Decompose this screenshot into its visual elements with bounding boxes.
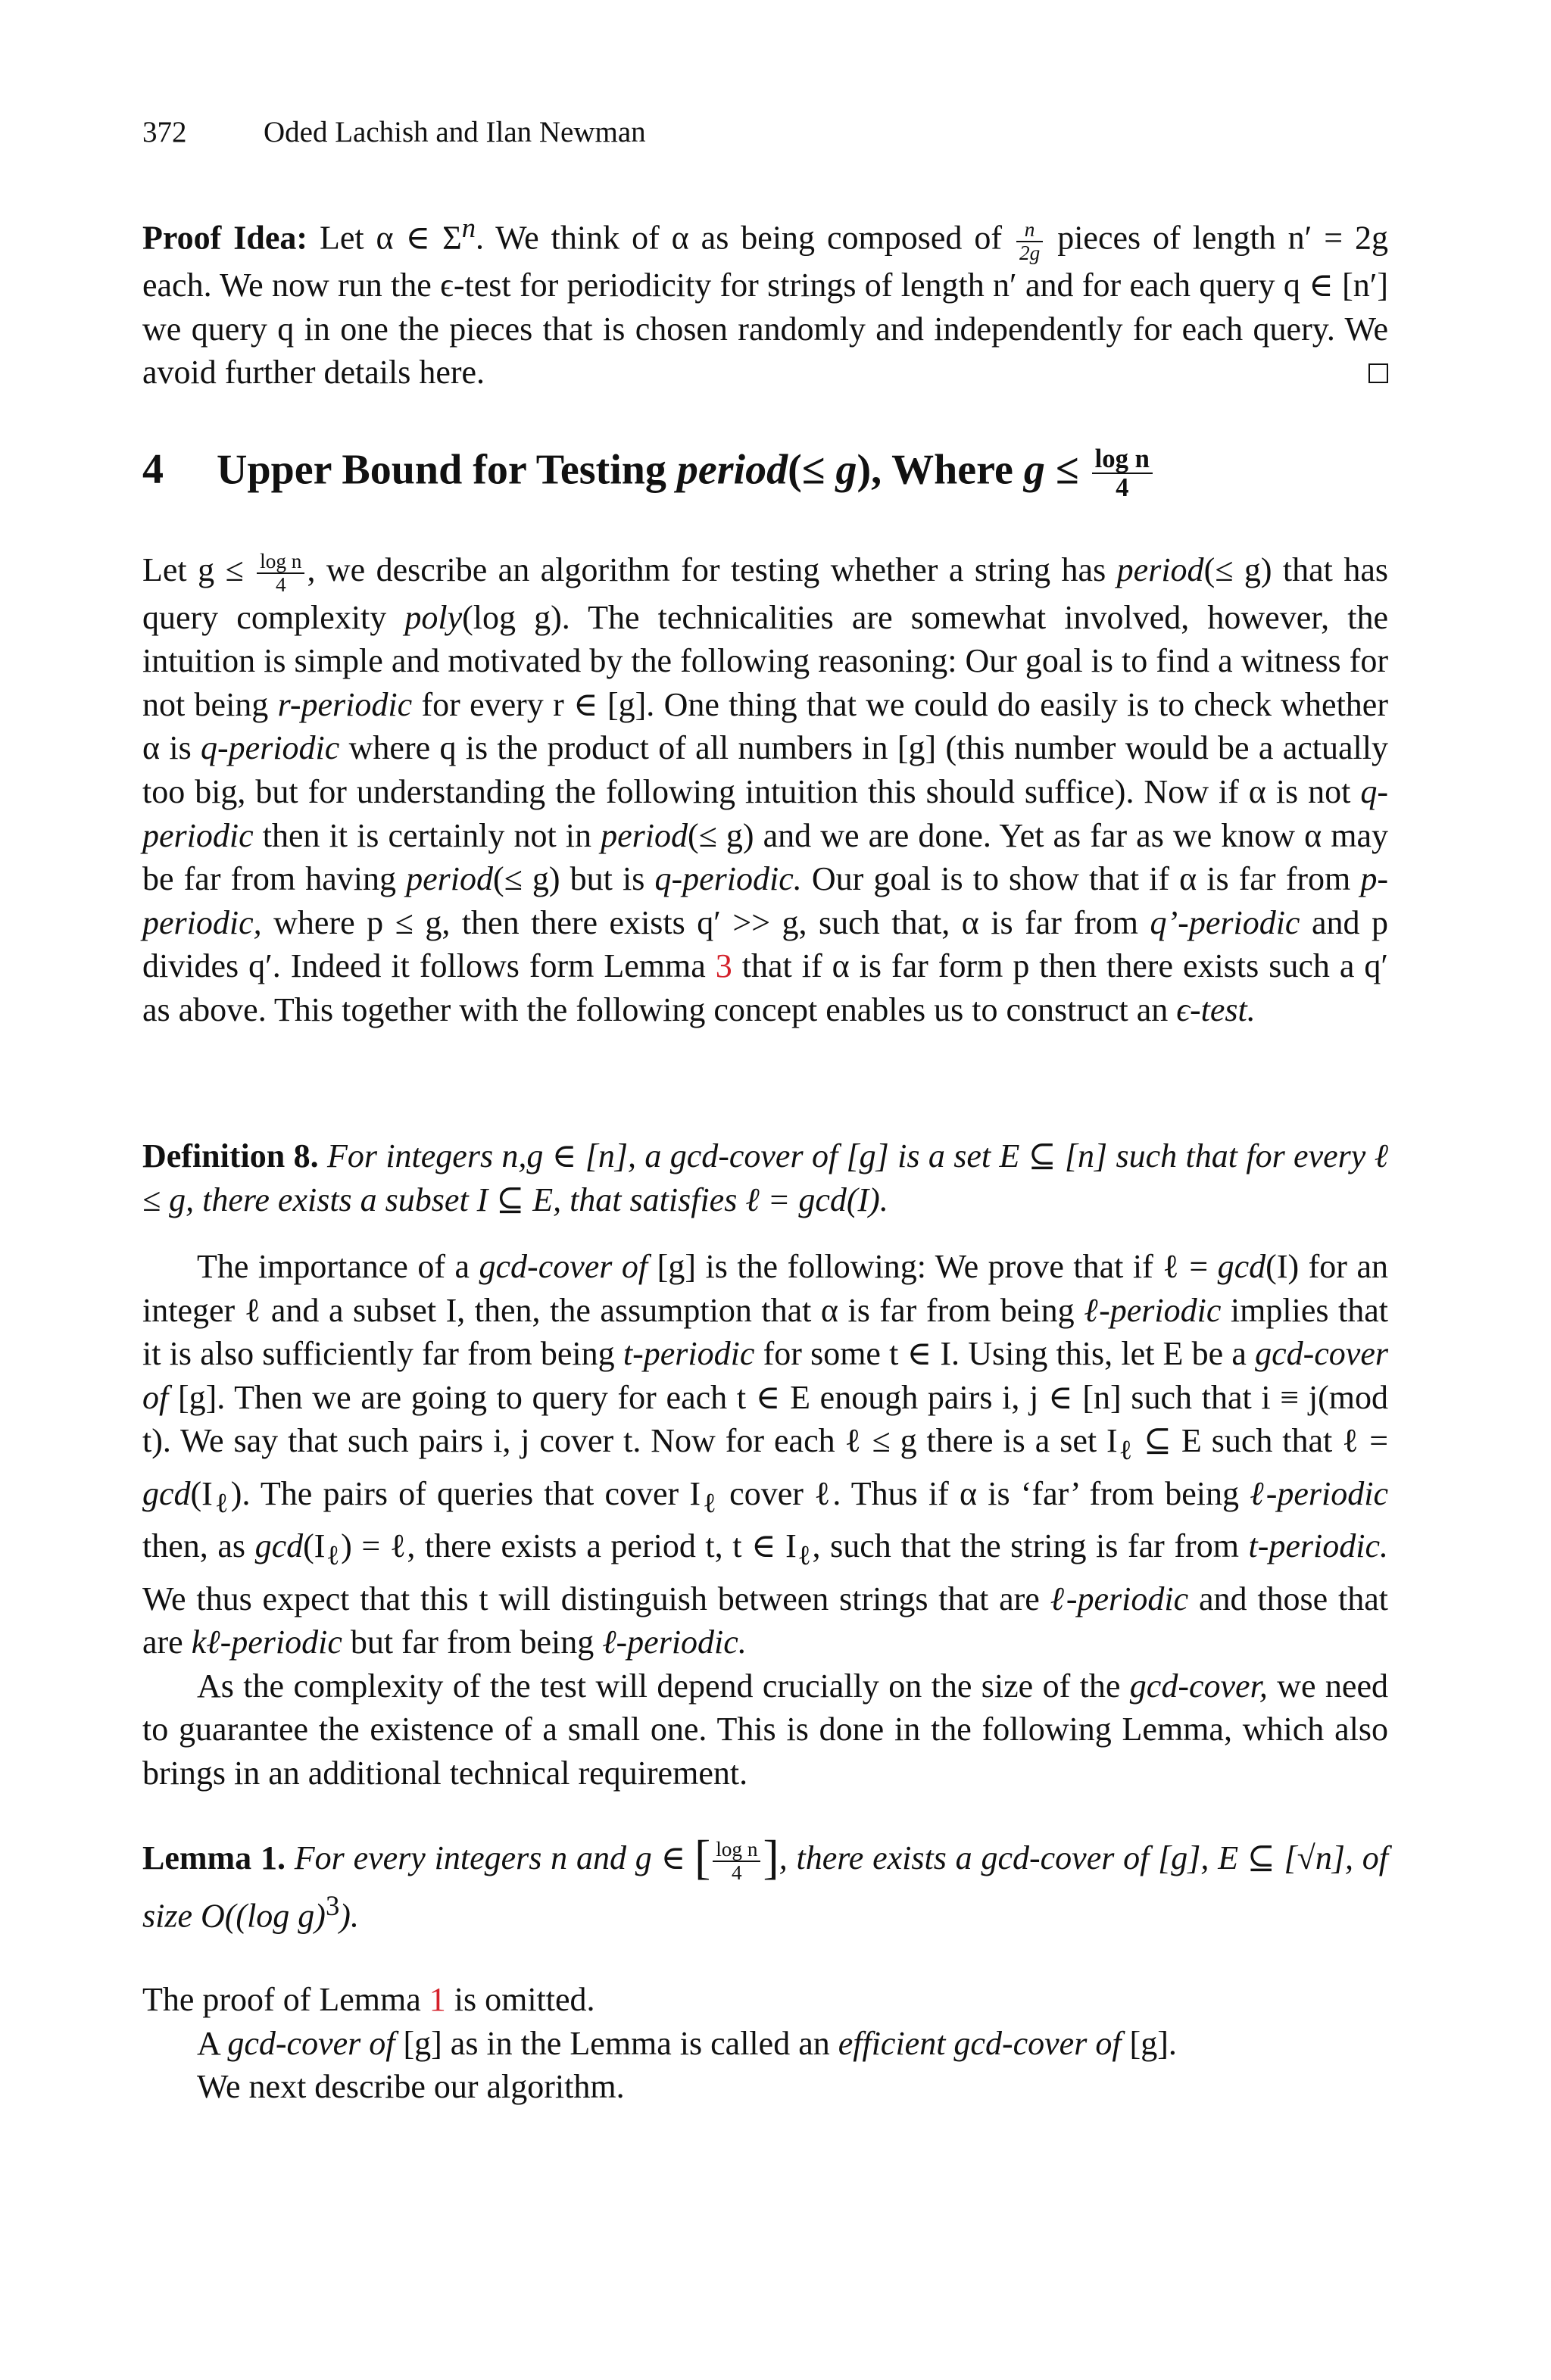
fraction: $\frac{n}{2g}$ [1016,219,1043,264]
definition-label: Definition 8. [142,1137,319,1174]
section-number: 4 [142,446,164,494]
body-paragraph-intro: Let g ≤ $\frac{\text{log n}}{4}$ , we describe an algorithm for testing whether a string has period(≤ g) that has query complexity poly(log g). The technicalities are somewhat involved, however, the intuition is simple and motivated by the following reasoning: Our goal is to find a witness for not being r-periodic for every r ∈ [g]. One thing that we could do easily is to check whether α is q-periodic where q is the product of all numbers in [g] (this number would be a actually too big, but for understanding the following intuition this should suffice). Now if α is not q-periodic then it is certainly not in period(≤ g) and we are done. Yet as far as we know α may be far from having period(≤ g) but is q-periodic. Our goal is to show that if α is far from p-periodic, where p ≤ g, then there exists q′ >> g, such that, α is far from q’-periodic and p divides q′. Indeed it follows form Lemma 3 that if α is far form p then there exists such a q′ as above. This together with the following concept enables us to construct an ϵ-test. [142,550,1389,1028]
body-paragraph-complexity: As the complexity of the test will depend crucially on the size of the gcd-cover, we need to guarantee the existence of a small one. This is done in the following Lemma, which also brings in an additional technical requirement. [142,1667,1388,1792]
fraction: $\frac{\text{log n}}{4}$ [257,551,304,595]
lemma-1-link[interactable]: 1 [429,1981,446,2018]
fraction: $\frac{\text{log n}}{4}$ [713,1839,760,1883]
page-number: 372 [142,116,187,148]
definition-text: For integers n,g ∈ [n], a gcd-cover of [g] is a set E ⊆ [n] such that for every ℓ ≤ g, there exists a subset I ⊆ E, that satisfies ℓ = gcd(I). [142,1137,1388,1218]
proof-idea-label: Proof Idea: [142,219,307,257]
body-paragraph-gcd-cover: The importance of a gcd-cover of [g] is the following: We prove that if ℓ = gcd(I) for an integer ℓ and a subset I, then, the assumption that α is far from being ℓ-periodic implies that it is also sufficiently far from being t-periodic for some t ∈ I. Using this, let E be a gcd-cover of [g]. Then we are going to query for each t ∈ E enough pairs i, j ∈ [n] such that i ≡ j(mod t). We say that such pairs i, j cover t. Now for each ℓ ≤ g there is a set $I_\ell$ ⊆ E such that ℓ = $\gcd(I_\ell)$. The pairs of queries that cover $I_\ell$ cover ℓ. Thus if α is ‘far’ from being ℓ-periodic then, as $\gcd(I_\ell)$ = ℓ, there exists a period t, t ∈ $I_\ell$, such that the string is far from t-periodic. We thus expect that this t will distinguish between strings that are ℓ-periodic and those that are kℓ-periodic but far from being ℓ-periodic. [142,1248,1389,1661]
body-discussion [142,1245,1388,1795]
definition-8 [142,1134,1388,1221]
line-next-algorithm: We next describe our algorithm. [197,2068,625,2106]
closing-lines [142,1978,1388,2109]
proof-idea-paragraph: Proof Idea: Let α ∈ $\Sigma^n$. We think of α as being composed of $\frac{n}{2g}$ pieces of length n′ = 2g each. We now run the ϵ-test for periodicity for strings of length n′ and for each query q ∈ [n′] we query q in one the pieces that is chosen randomly and independently for each query. We avoid further details here. [142,206,1388,395]
lemma-label: Lemma 1. [142,1839,286,1876]
section-heading: 4 Upper Bound for Testing period(≤ g), Where g ≤ $\frac{\text{log n}}{4}$ [142,445,1388,502]
qed-square-icon [1368,351,1388,395]
fraction: $\frac{\text{log n}}{4}$ [1092,445,1153,502]
running-header-authors: Oded Lachish and Ilan Newman [264,116,646,148]
line-efficient-cover: A gcd-cover of [g] as in the Lemma is called an efficient gcd-cover of [g]. [197,2024,1177,2062]
lemma-1: Lemma 1. For every integers n and g ∈ [ $\frac{\text{log n}}{4}$ ], there exists a gcd-cover of [g], E ⊆ [√n], of size O((log g)$^3$). [142,1830,1388,1935]
lemma-3-link[interactable]: 3 [715,947,732,985]
running-header [142,115,646,149]
line-proof-omitted: The proof of Lemma 1 is omitted. [142,1981,595,2018]
